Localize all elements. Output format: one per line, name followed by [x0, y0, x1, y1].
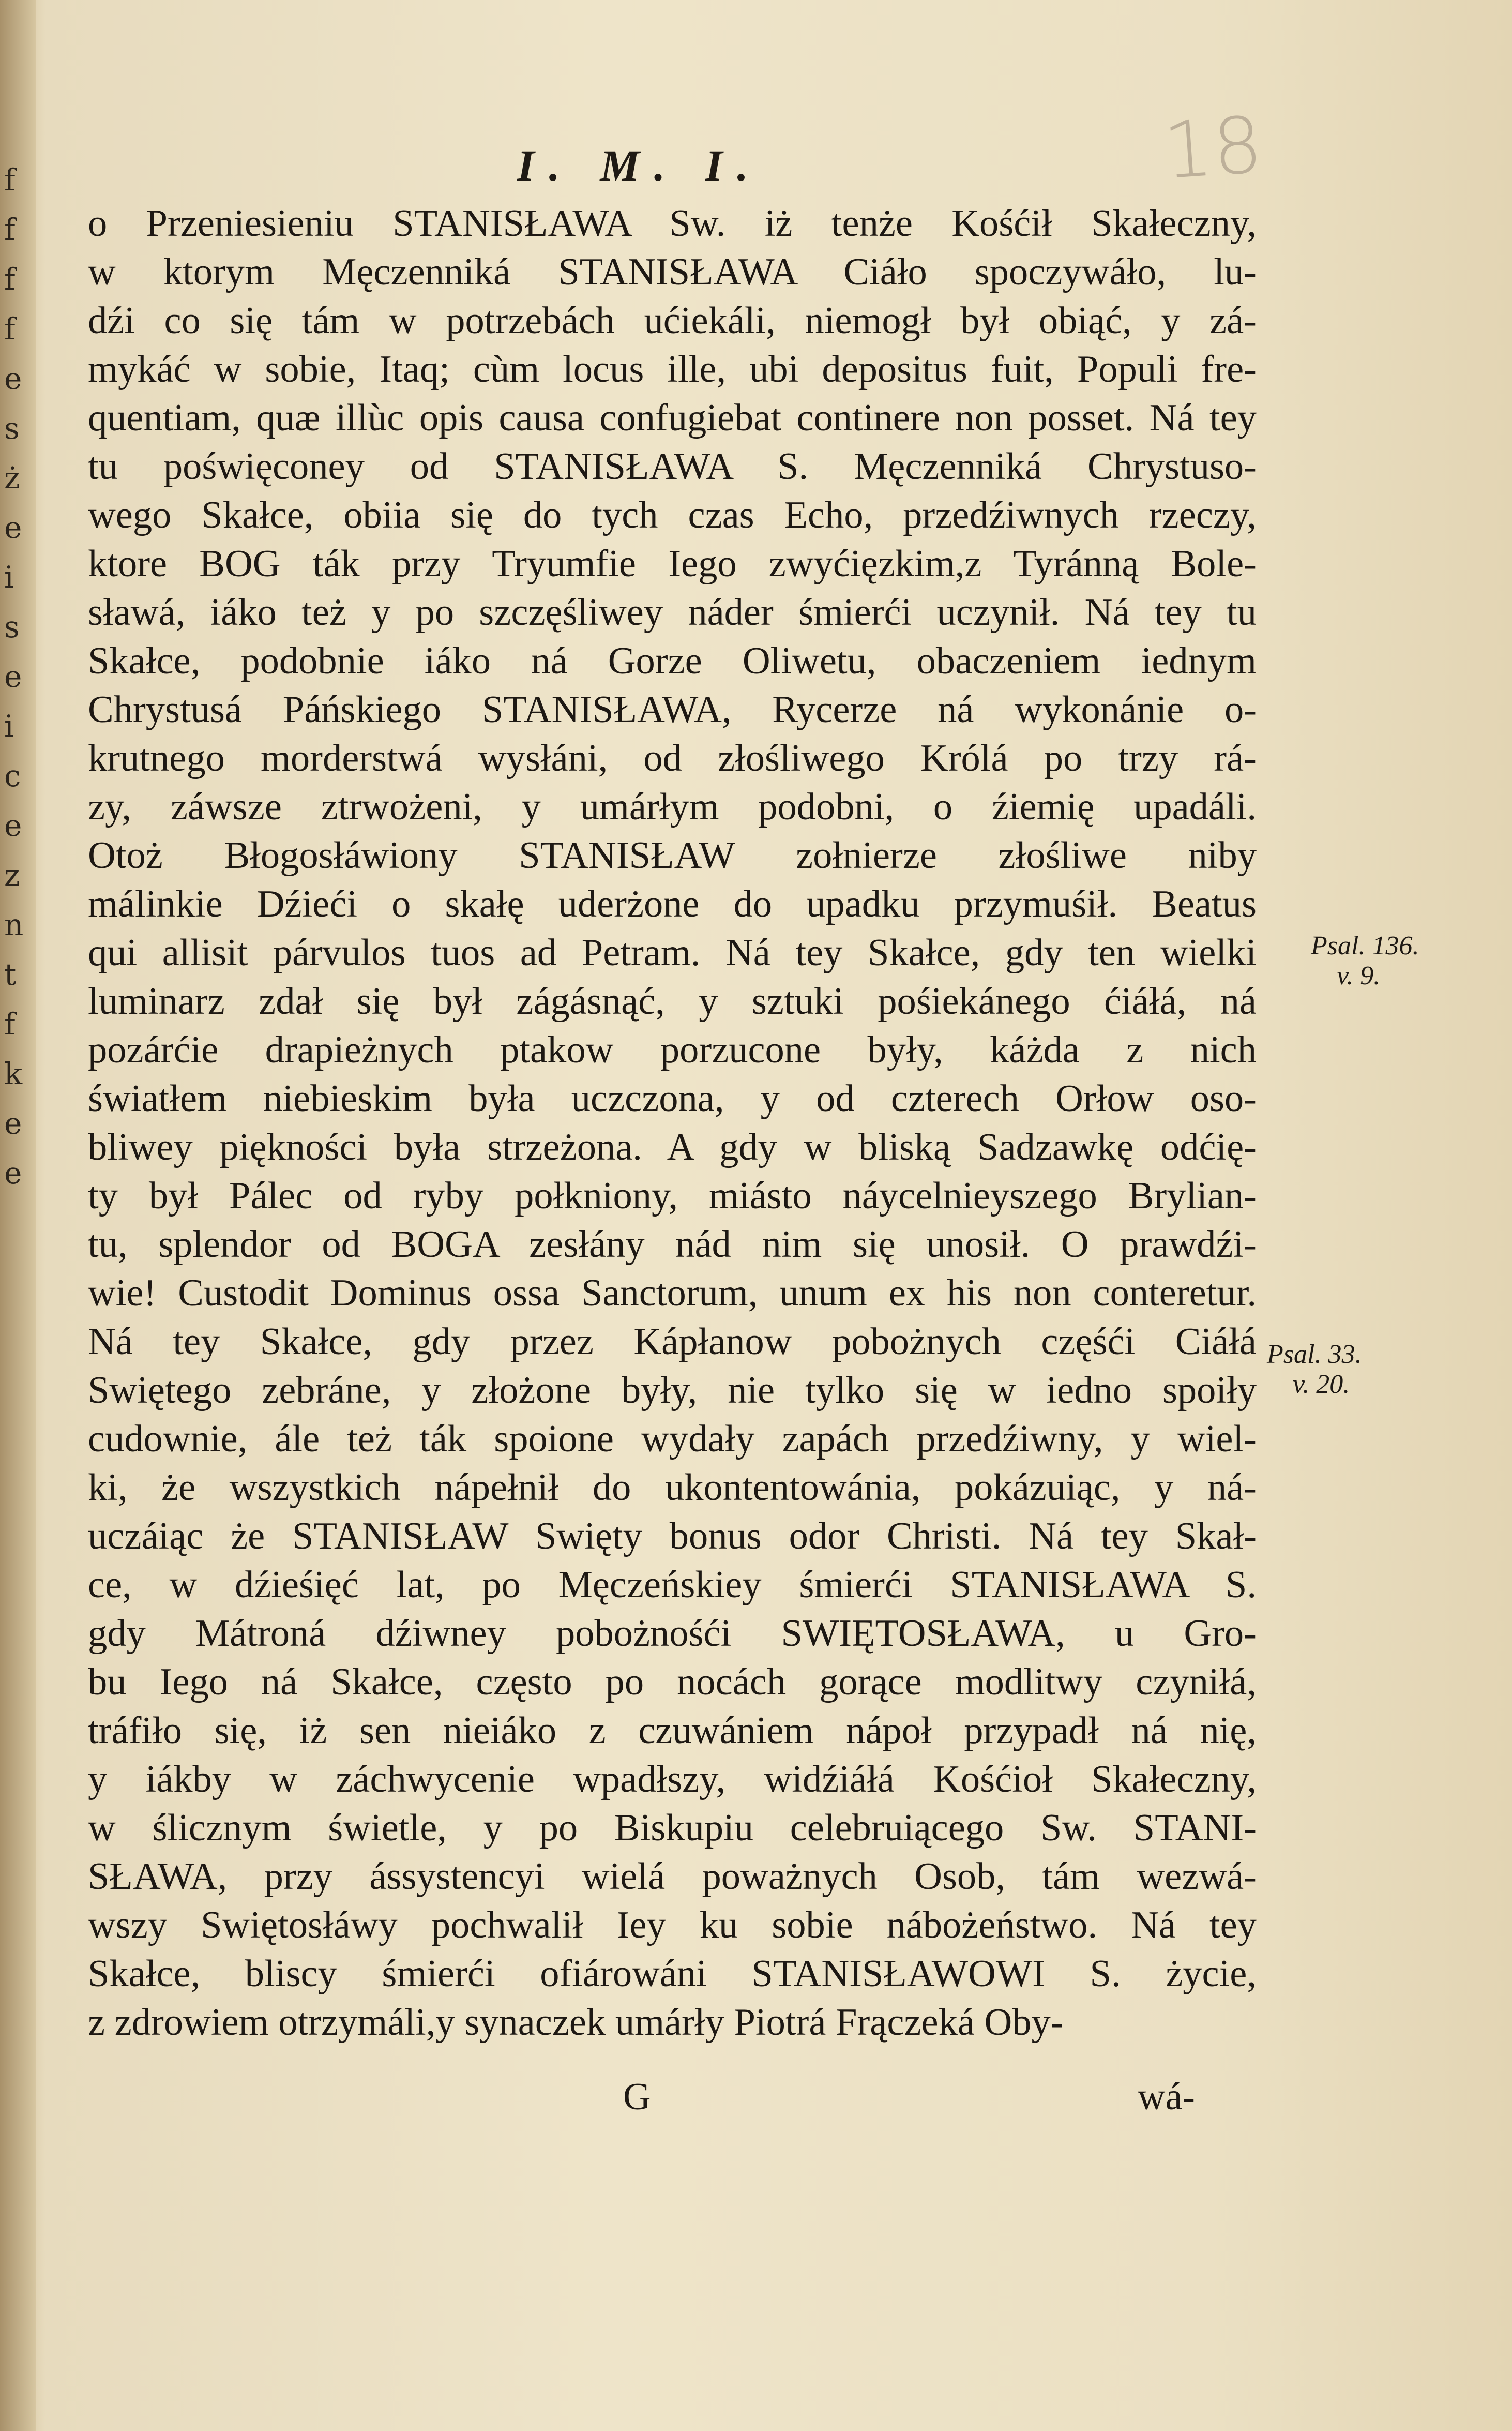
catchword: wá- [1138, 2076, 1195, 2118]
text-line: bu Iego ná Skałce, często po nocách gorące modlitwy czyniłá, [88, 1661, 1257, 1703]
signature-mark: G [623, 2076, 651, 2118]
bleed-char: e [4, 659, 22, 694]
bleed-char: i [4, 709, 14, 744]
bleed-char: k [4, 1056, 23, 1091]
bleed-char: e [4, 808, 22, 843]
bleed-char: ż [4, 460, 20, 496]
text-line: qui allisit párvulos tuos ad Petram. Ná tey Skałce, gdy ten wielki [88, 932, 1257, 974]
bleed-char: f [4, 162, 16, 198]
text-line: dźi co się tám w potrzebách ućiekáli, niemogł był obiąć, y zá- [88, 299, 1257, 342]
bleed-char: f [4, 1007, 16, 1042]
text-line: tu, splendor od BOGA zesłány nád nim się unosił. O prawdźi- [88, 1223, 1257, 1266]
text-line: ty był Pálec od ryby połkniony, miásto náycelnieyszego Brylian- [88, 1175, 1257, 1217]
bleed-char: f [4, 262, 16, 297]
text-line: Otoż Błogosłáwiony STANISŁAW zołnierze złośliwe niby [88, 834, 1257, 877]
margin-note-verse: v. 20. [1293, 1370, 1350, 1399]
text-line: mykáć w sobie, Itaq; cùm locus ille, ubi depositus fuit, Populi fre- [88, 348, 1257, 391]
text-line: ce, w dźieśięć lat, po Męczeńskiey śmierći STANISŁAWA S. [88, 1564, 1257, 1606]
body-text [88, 199, 1257, 2047]
text-line: z zdrowiem otrzymáli,y synaczek umárły Piotrá Frączeká Oby- [88, 2001, 1064, 2044]
text-line: Swiętego zebráne, y złożone były, nie tylko się w iedno spoiły [88, 1369, 1257, 1412]
text-line: bliwey piękności była strzeżona. A gdy w bliską Sadzawkę odćię- [88, 1126, 1257, 1168]
text-line: uczáiąc że STANISŁAW Swięty bonus odor Christi. Ná tey Skał- [88, 1515, 1257, 1557]
text-line: wego Skałce, obiia się do tych czas Echo, przedźiwnych rzeczy, [88, 494, 1257, 536]
text-line: gdy Mátroná dźiwney pobożnośći SWIĘTOSŁAWA, u Gro- [88, 1612, 1257, 1655]
text-line: o Przeniesieniu STANISŁAWA Sw. iż tenże Kośćił Skałeczny, [88, 202, 1257, 245]
text-line: krutnego morderstwá wysłáni, od złośliwego Królá po trzy rá- [88, 737, 1257, 779]
text-line: SŁAWA, przy ássystencyi wielá poważnych Osob, tám wezwá- [88, 1855, 1257, 1898]
text-line: pozárćie drapieżnych ptakow porzucone były, káżda z nich [88, 1029, 1257, 1071]
margin-note-verse: v. 9. [1337, 961, 1381, 991]
facing-page-bleed [4, 155, 35, 1198]
bleed-char: s [4, 609, 20, 644]
bleed-char: z [4, 858, 20, 893]
bleed-char: n [4, 907, 24, 942]
text-line: sławá, iáko też y po szczęśliwey náder śmierći uczynił. Ná tey tu [88, 591, 1257, 634]
bleed-char: e [4, 361, 22, 396]
text-line: Skałce, podobnie iáko ná Gorze Oliwetu, obaczeniem iednym [88, 640, 1257, 682]
bleed-char: c [4, 758, 21, 793]
bleed-char: f [4, 212, 16, 247]
text-line: tu poświęconey od STANISŁAWA S. Męczenniká Chrystuso- [88, 445, 1257, 488]
text-line: tráfiło się, iż sen nieiáko z czuwániem nápoł przypadł ná nię, [88, 1709, 1257, 1752]
text-line: quentiam, quæ illùc opis causa confugiebat continere non posset. Ná tey [88, 397, 1257, 439]
margin-note-ref: Psal. 33. [1267, 1340, 1362, 1369]
bleed-char: f [4, 311, 16, 347]
text-line: w ślicznym świetle, y po Biskupiu celebruiącego Sw. STANI- [88, 1807, 1257, 1849]
text-line: zy, záwsze ztrwożeni, y umárłym podobni, o źiemię upadáli. [88, 786, 1257, 828]
text-line: wszy Swiętosłáwy pochwalił Iey ku sobie nábożeństwo. Ná tey [88, 1904, 1257, 1946]
text-line: światłem niebieskim była uczczona, y od czterech Orłow oso- [88, 1077, 1257, 1120]
folio-number: 18 [1160, 100, 1265, 197]
text-line: luminarz zdał się był zágásnąć, y sztuki pośiekánego ćiáłá, ná [88, 980, 1257, 1023]
bleed-char: t [4, 957, 17, 992]
text-line: ktore BOG ták przy Tryumfie Iego zwyćięzkim,z Tyránną Bole- [88, 543, 1257, 585]
text-line: Ná tey Skałce, gdy przez Kápłanow pobożnych częśći Ciáłá [88, 1320, 1257, 1363]
bleed-char: s [4, 411, 20, 446]
text-line: ki, że wszystkich nápełnił do ukontentowánia, pokázuiąc, y ná- [88, 1466, 1257, 1509]
margin-note-ref: Psal. 136. [1311, 931, 1419, 961]
bleed-char: i [4, 560, 14, 595]
margin-note-psalm-136 [1311, 931, 1419, 991]
text-line: cudownie, ále też ták spoione wydały zapách przedźiwny, y wiel- [88, 1418, 1257, 1460]
bleed-char: e [4, 1106, 22, 1141]
margin-note-psalm-33 [1267, 1340, 1362, 1400]
bleed-char: e [4, 510, 22, 545]
page-header: I. M. I. [517, 141, 763, 190]
text-line: Chrystusá Páńskiego STANISŁAWA, Rycerze ná wykonánie o- [88, 688, 1257, 731]
text-line: wie! Custodit Dominus ossa Sanctorum, unum ex his non conteretur. [88, 1272, 1257, 1314]
text-line: Skałce, bliscy śmierći ofiárowáni STANISŁAWOWI S. życie, [88, 1953, 1257, 1995]
bleed-char: e [4, 1156, 22, 1191]
text-line: y iákby w záchwycenie wpadłszy, widźiáłá Kośćioł Skałeczny, [88, 1758, 1257, 1800]
text-line: málinkie Dźieći o skałę uderżone do upadku przymuśił. Beatus [88, 883, 1257, 925]
text-line: w ktorym Męczenniká STANISŁAWA Ciáło spoczywáło, lu- [88, 251, 1257, 293]
